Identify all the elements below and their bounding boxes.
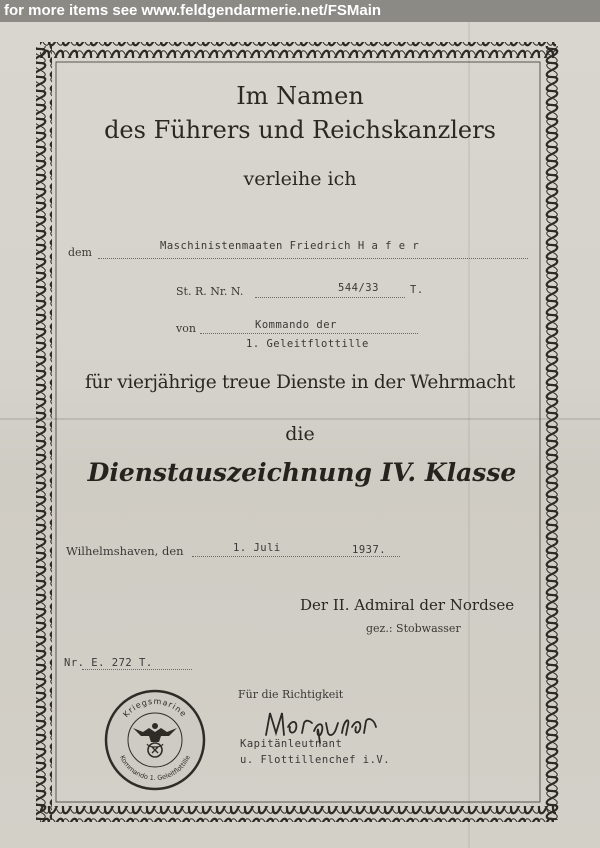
- st-nr-suffix: T.: [410, 284, 424, 296]
- heading-line-2: des Führers und Reichskanzlers: [104, 116, 496, 144]
- reason-text: für vierjährige treue Dienste in der Wehrmacht: [84, 372, 516, 393]
- recipient-dotline: [98, 258, 528, 259]
- issuer-signed: gez.: Stobwasser: [366, 622, 461, 635]
- year-value: 1937.: [352, 544, 387, 556]
- recipient-value: Maschinistenmaaten Friedrich H a f e r: [160, 240, 420, 252]
- from-dotline: [200, 333, 418, 334]
- award-title: Dienstauszeichnung IV. Klasse: [87, 458, 517, 487]
- place-label: Wilhelmshaven, den: [66, 544, 184, 558]
- st-nr-dotline: [255, 297, 405, 298]
- official-stamp-seal: [103, 688, 207, 792]
- stamp-bottom-text: Kommando 1. Geleitflottille: [118, 754, 192, 783]
- stamp-top-text: Kriegsmarine: [121, 696, 189, 720]
- watermark-banner: for more items see www.feldgendarmerie.net/FSMain: [0, 0, 600, 22]
- heading-line-3: verleihe ich: [243, 168, 357, 190]
- st-nr-value: 544/33: [338, 282, 379, 294]
- document-number: Nr. E. 272 T.: [64, 657, 153, 669]
- from-label: von: [176, 322, 196, 335]
- date-value: 1. Juli: [233, 542, 281, 554]
- signer-position: u. Flottillenchef i.V.: [240, 754, 391, 766]
- heading-line-1: Im Namen: [236, 82, 364, 110]
- st-nr-label: St. R. Nr. N.: [176, 285, 244, 298]
- from-unit-line-2: 1. Geleitflottille: [246, 338, 369, 350]
- signer-rank: Kapitänleutnant: [240, 738, 343, 750]
- recipient-label: dem: [68, 246, 92, 259]
- certification-label: Für die Richtigkeit: [238, 688, 344, 701]
- from-unit-line-1: Kommando der: [255, 319, 337, 331]
- number-dotline: [82, 669, 192, 670]
- article-text: die: [285, 423, 315, 445]
- date-dotline: [192, 556, 400, 557]
- issuer-title: Der II. Admiral der Nordsee: [300, 596, 515, 614]
